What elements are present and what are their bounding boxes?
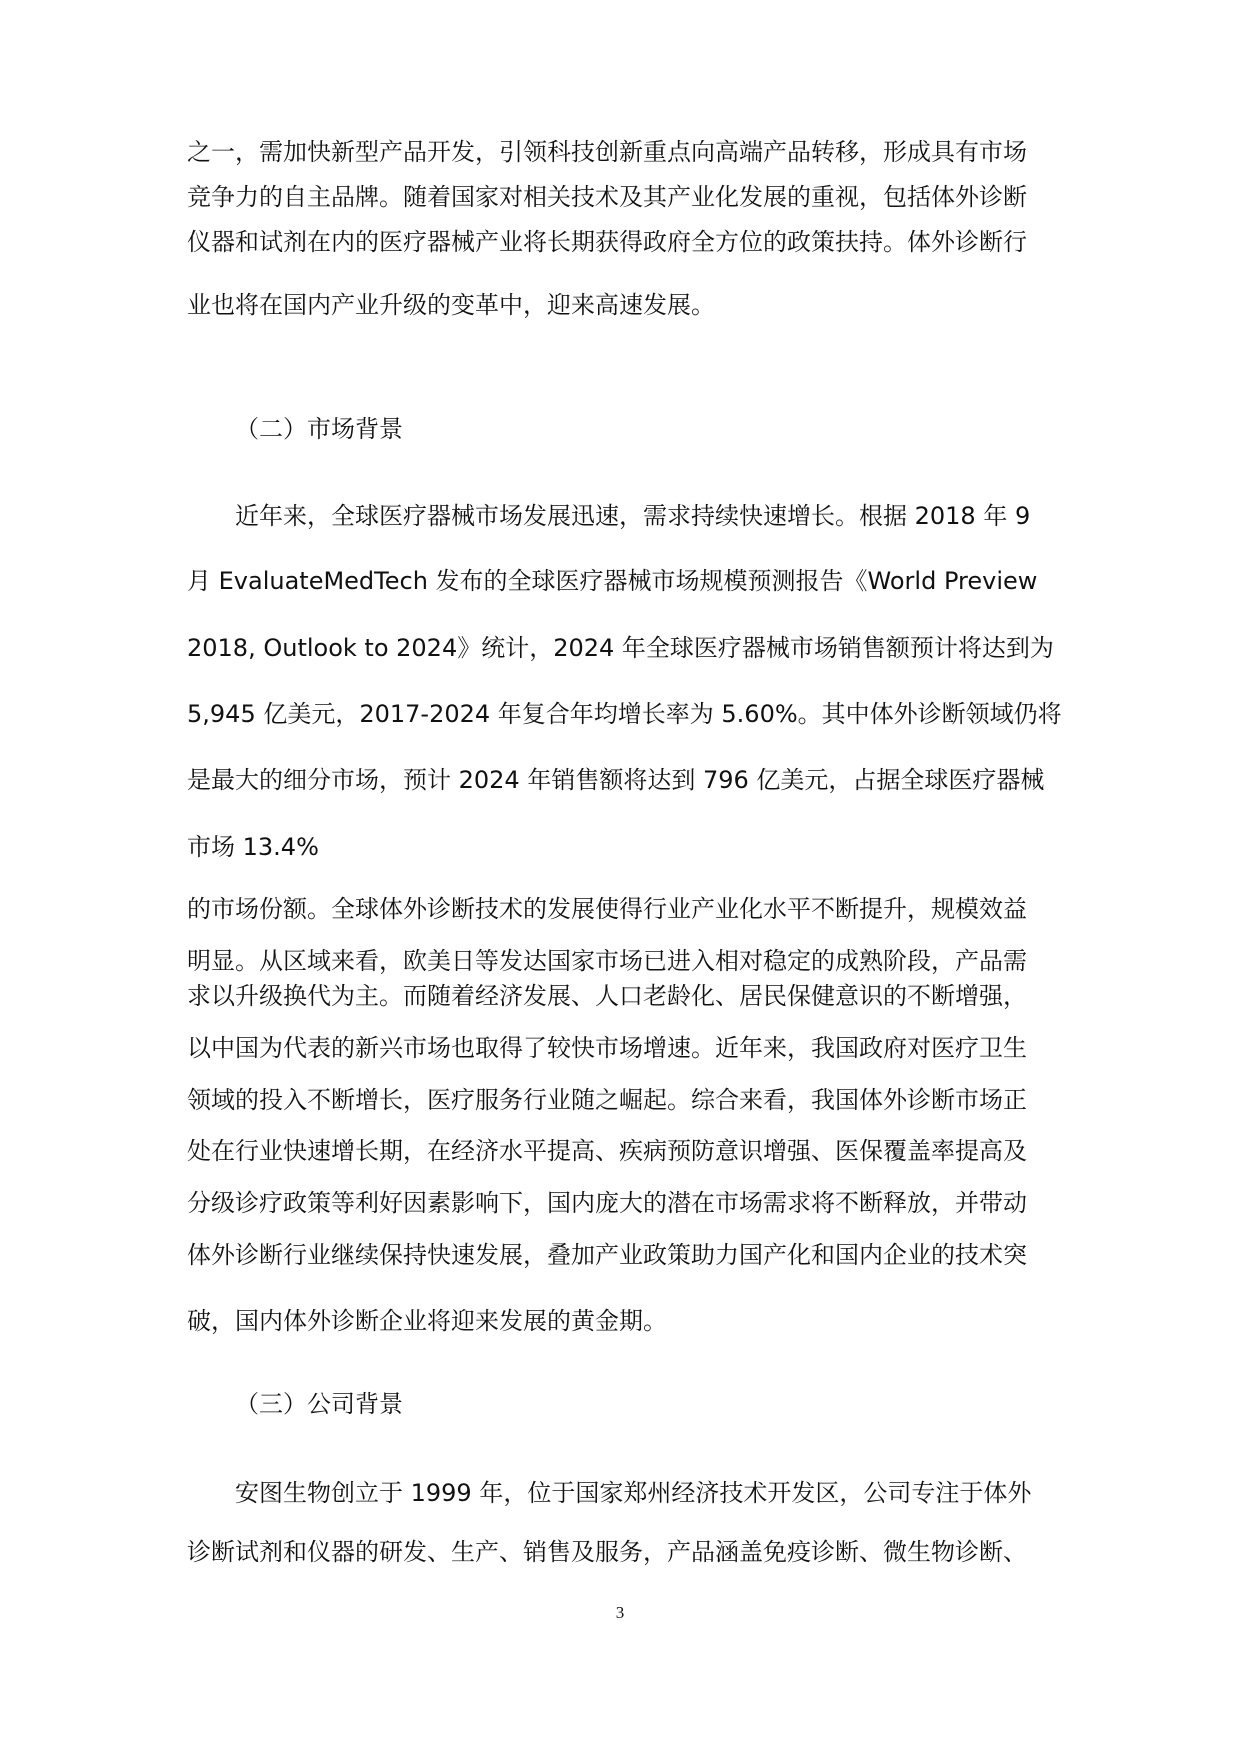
section-heading-market-background: （二）市场背景 <box>235 415 403 443</box>
paragraph-1-line-2: 竞争力的自主品牌。随着国家对相关技术及其产业化发展的重视，包括体外诊断 <box>187 183 1027 211</box>
section-2-line-7: 的市场份额。全球体外诊断技术的发展使得行业产业化水平不断提升，规模效益 <box>187 895 1027 923</box>
section-3-line-1: 安图生物创立于 1999 年，位于国家郑州经济技术开发区，公司专注于体外 <box>235 1479 1032 1507</box>
section-2-line-11: 领域的投入不断增长，医疗服务行业随之崛起。综合来看，我国体外诊断市场正 <box>187 1086 1027 1114</box>
section-2-line-9: 求以升级换代为主。而随着经济发展、人口老龄化、居民保健意识的不断增强， <box>187 982 1027 1010</box>
paragraph-1-line-4: 业也将在国内产业升级的变革中，迎来高速发展。 <box>187 291 715 319</box>
section-3-line-2: 诊断试剂和仪器的研发、生产、销售及服务，产品涵盖免疫诊断、微生物诊断、 <box>187 1538 1027 1566</box>
section-2-line-15: 破，国内体外诊断企业将迎来发展的黄金期。 <box>187 1307 667 1335</box>
section-2-line-2: 月 EvaluateMedTech 发布的全球医疗器械市场规模预测报告《World Preview <box>187 567 1038 595</box>
section-2-line-5: 是最大的细分市场，预计 2024 年销售额将达到 796 亿美元，占据全球医疗器械 <box>187 766 1045 794</box>
paragraph-1-line-3: 仪器和试剂在内的医疗器械产业将长期获得政府全方位的政策扶持。体外诊断行 <box>187 228 1027 256</box>
section-2-line-12: 处在行业快速增长期，在经济水平提高、疾病预防意识增强、医保覆盖率提高及 <box>187 1137 1027 1165</box>
paragraph-1-line-1: 之一，需加快新型产品开发，引领科技创新重点向高端产品转移，形成具有市场 <box>187 138 1027 166</box>
section-2-line-1: 近年来，全球医疗器械市场发展迅速，需求持续快速增长。根据 2018 年 9 <box>235 502 1031 530</box>
section-2-line-4: 5,945 亿美元，2017-2024 年复合年均增长率为 5.60%。其中体外诊断领域仍将 <box>187 700 1062 728</box>
section-2-line-3: 2018, Outlook to 2024》统计，2024 年全球医疗器械市场销售额预计将达到为 <box>187 634 1054 662</box>
section-2-line-6: 市场 13.4% <box>187 833 319 861</box>
section-2-line-8: 明显。从区域来看，欧美日等发达国家市场已进入相对稳定的成熟阶段，产品需 <box>187 947 1027 975</box>
section-2-line-14: 体外诊断行业继续保持快速发展，叠加产业政策助力国产化和国内企业的技术突 <box>187 1241 1027 1269</box>
section-2-line-13: 分级诊疗政策等利好因素影响下，国内庞大的潜在市场需求将不断释放，并带动 <box>187 1189 1027 1217</box>
page-number: 3 <box>615 1603 625 1622</box>
section-2-line-10: 以中国为代表的新兴市场也取得了较快市场增速。近年来，我国政府对医疗卫生 <box>187 1034 1027 1062</box>
section-heading-company-background: （三）公司背景 <box>235 1390 403 1418</box>
